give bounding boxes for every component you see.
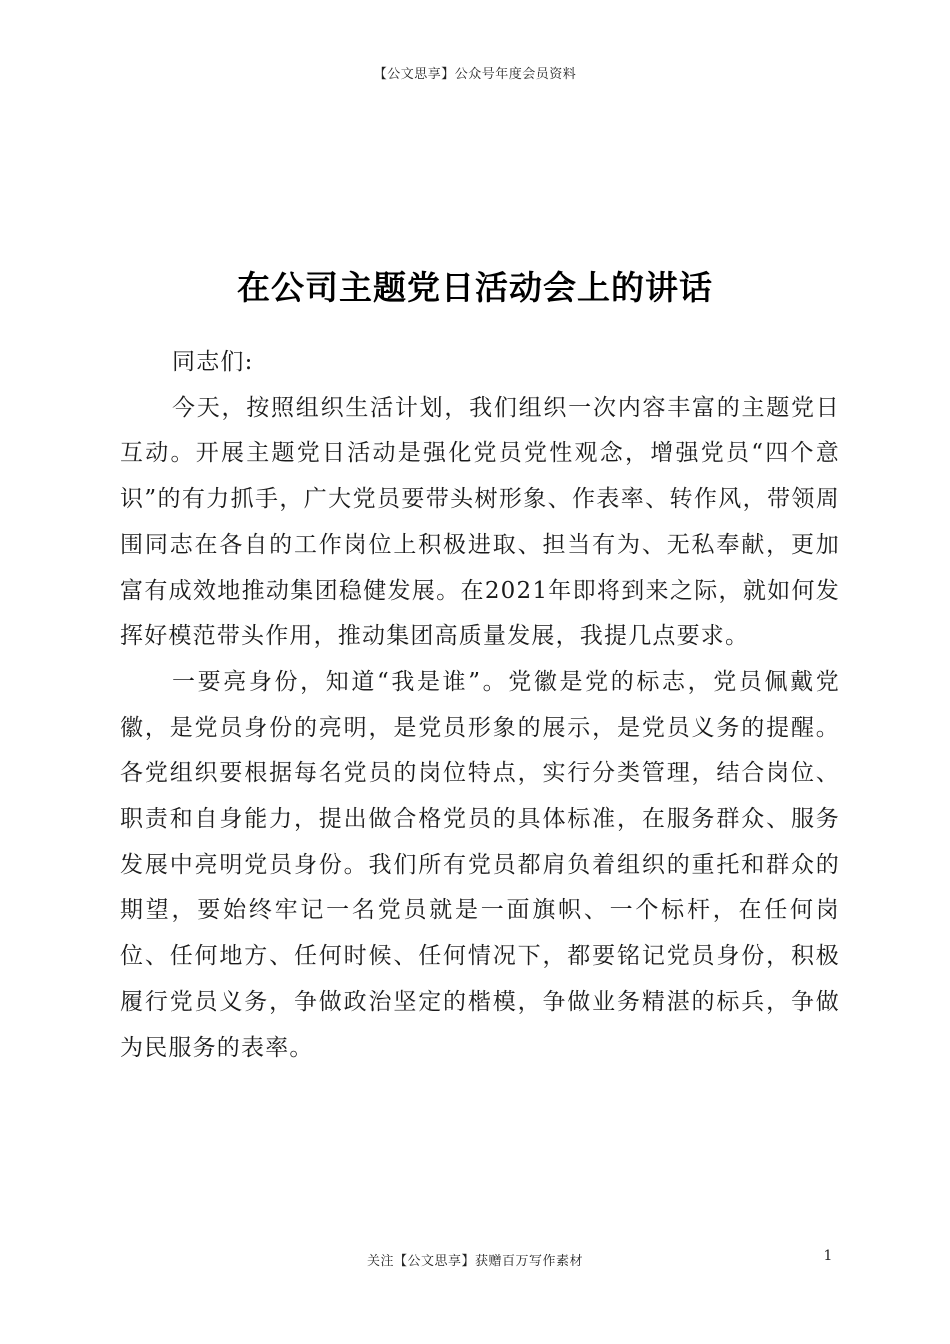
page-header: 【公文思享】公众号年度会员资料 — [373, 67, 577, 82]
paragraph-1: 今天，按照组织生活计划，我们组织一次内容丰富的主题党日互动。开展主题党日活动是强化党员党性观念，增强党员“四个意识”的有力抓手，广大党员要带头树形象、作表率、转作风，带领周围同志在各自的工作岗位上积极进取、担当有为、无私奉献，更加富有成效地推动集团稳健发展。在2021年即将到来之际，就如何发挥好模范带头作用，推动集团高质量发展，我提几点要求。 — [120, 394, 840, 650]
paragraph-2: 一要亮身份，知道“我是谁”。党徽是党的标志，党员佩戴党徽，是党员身份的亮明，是党员形象的展示，是党员义务的提醒。各党组织要根据每名党员的岗位特点，实行分类管理，结合岗位、职责和自身能力，提出做合格党员的具体标准，在服务群众、服务发展中亮明党员身份。我们所有党员都肩负着组织的重托和群众的期望，要始终牢记一名党员就是一面旗帜、一个标杆，在任何岗位、任何地方、任何时候、任何情况下，都要铭记党员身份，积极履行党员义务，争做政治坚定的楷模，争做业务精湛的标兵，争做为民服务的表率。 — [120, 668, 840, 1061]
page-footer: 关注【公文思享】获赠百万写作素材 — [366, 1254, 583, 1269]
document-title: 在公司主题党日活动会上的讲话 — [237, 268, 713, 307]
document-body — [120, 340, 840, 1071]
page-number: 1 — [823, 1248, 833, 1264]
salutation: 同志们: — [172, 349, 254, 375]
